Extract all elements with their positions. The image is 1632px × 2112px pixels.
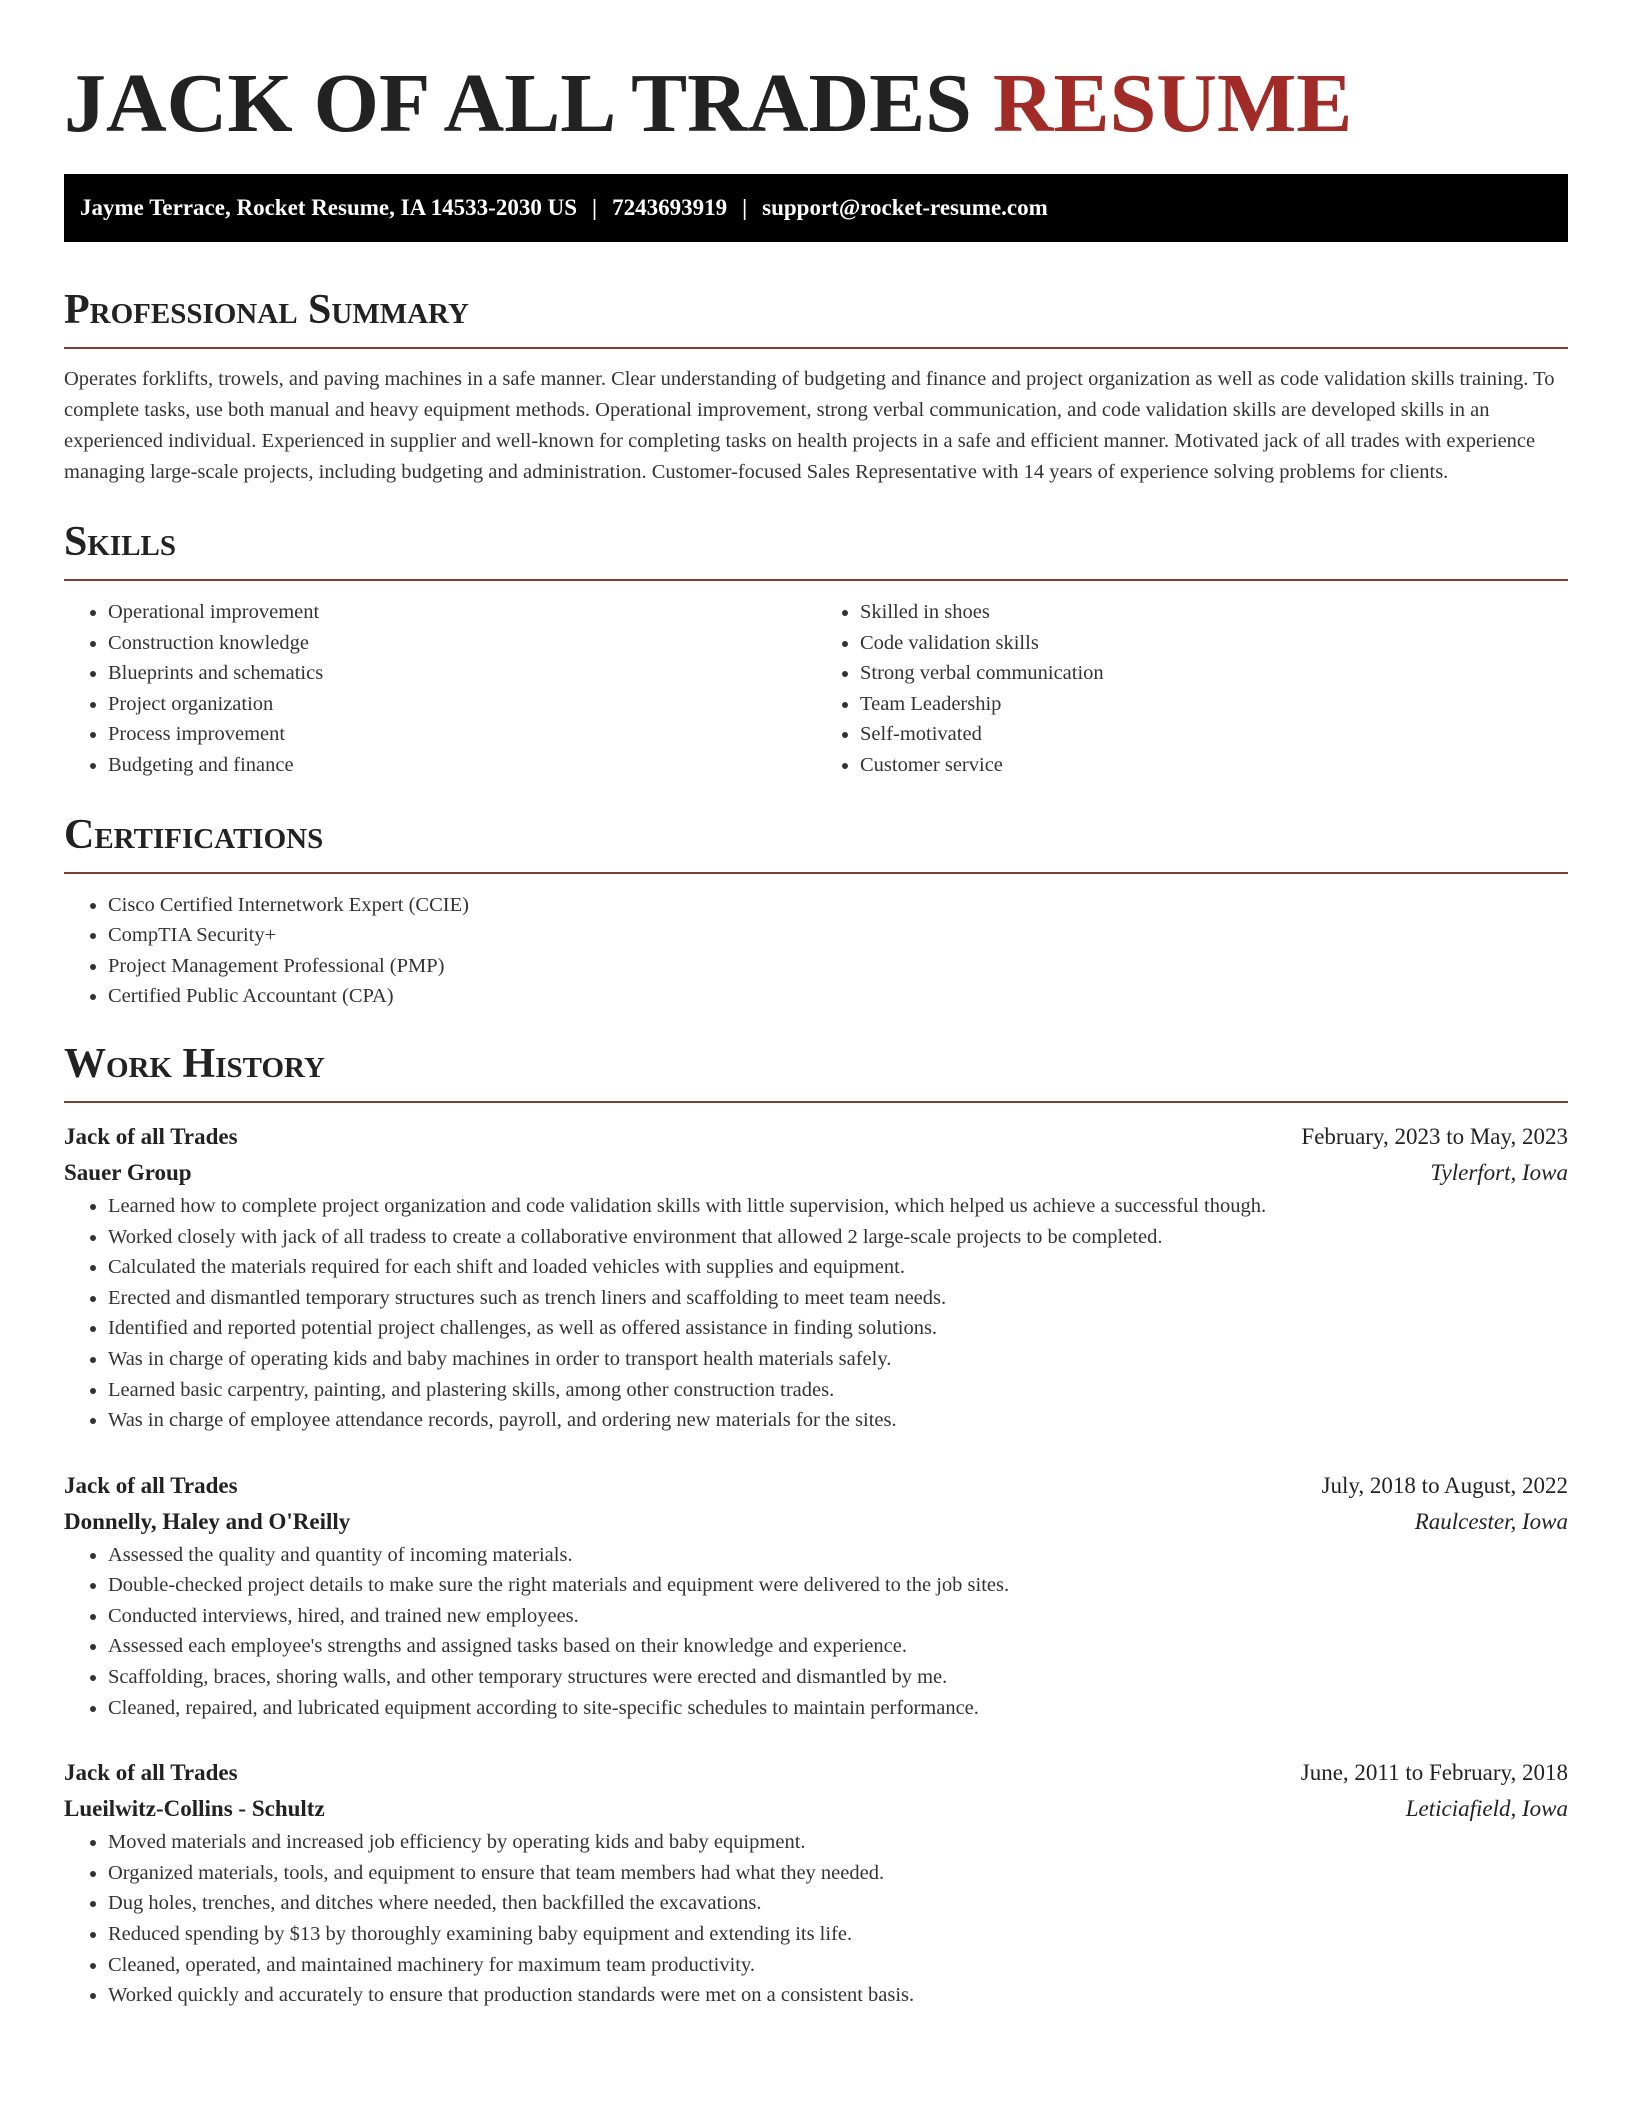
skill-item: • Operational improvement (108, 597, 816, 628)
job-location: Raulcester, Iowa (1414, 1508, 1568, 1534)
contact-separator: | (742, 195, 748, 220)
name-main: JACK OF ALL TRADES (64, 57, 972, 150)
certification-item: • Project Management Professional (PMP) (108, 951, 1568, 982)
job-entry (64, 1755, 1568, 2011)
job-bullet: • Identified and reported potential project challenges, as well as offered assistance in finding solutions. (108, 1313, 1568, 1344)
job-company-row (64, 1504, 1568, 1540)
job-bullet: • Reduced spending by $13 by thoroughly examining baby equipment and extending its life. (108, 1919, 1568, 1950)
job-header-row (64, 1468, 1568, 1504)
contact-separator: | (591, 195, 598, 220)
job-dates: June, 2011 to February, 2018 (1300, 1760, 1568, 1786)
work-history-section (64, 1040, 1568, 2011)
job-bullets (64, 1540, 1568, 1724)
name-accent: RESUME (992, 57, 1353, 150)
job-bullet: • Scaffolding, braces, shoring walls, and other temporary structures were erected and dismantled by me. (108, 1662, 1568, 1693)
skills-grid (64, 597, 1568, 781)
section-divider (64, 1101, 1568, 1103)
contact-phone: 7243693919 (612, 195, 728, 220)
job-title: Jack of all Trades (64, 1123, 238, 1149)
skill-item: • Project organization (108, 689, 816, 720)
job-bullet: • Assessed each employee's strengths and assigned tasks based on their knowledge and experience. (108, 1631, 1568, 1662)
section-title-skills: Skills (64, 519, 177, 565)
certification-item: • Cisco Certified Internetwork Expert (CCIE) (108, 890, 1568, 921)
contact-email: support@rocket-resume.com (762, 195, 1048, 220)
skill-item: • Blueprints and schematics (108, 658, 816, 689)
job-company: Donnelly, Haley and O'Reilly (64, 1508, 351, 1534)
job-bullet: • Worked closely with jack of all tradess to create a collaborative environment that allowed 2 large-scale projects to be completed. (108, 1222, 1568, 1253)
job-location: Leticiafield, Iowa (1405, 1796, 1568, 1822)
job-bullet: • Organized materials, tools, and equipment to ensure that team members had what they needed. (108, 1858, 1568, 1889)
job-location: Tylerfort, Iowa (1430, 1159, 1568, 1185)
job-company: Lueilwitz-Collins - Schultz (64, 1796, 325, 1822)
job-company-row (64, 1791, 1568, 1827)
skill-item: • Budgeting and finance (108, 750, 816, 781)
section-divider (64, 872, 1568, 874)
section-title-summary: Professional Summary (64, 287, 469, 333)
job-title: Jack of all Trades (64, 1472, 238, 1498)
job-bullet: • Conducted interviews, hired, and trained new employees. (108, 1601, 1568, 1632)
summary-text: Operates forklifts, trowels, and paving machines in a safe manner. Clear understanding of budgeting and finance and project organization as well as code validation skills training. To complete tasks, use both manual and heavy equipment methods. Operational improvement, strong verbal communication, and code validation skills are developed skills in an experienced individual. Experienced in supplier and well-known for completing tasks on health projects in a safe and efficient manner. Motivated jack of all trades with experience managing large-scale projects, including budgeting and administration. Customer-focused Sales Representative with 14 years of experience solving problems for clients. (64, 368, 1555, 483)
contact-address: Jayme Terrace, Rocket Resume, IA 14533-2030 US (80, 195, 577, 220)
skill-item: • Team Leadership (860, 689, 1568, 720)
job-company-row (64, 1155, 1568, 1191)
section-divider (64, 347, 1568, 349)
job-bullets (64, 1827, 1568, 2011)
job-bullet: • Assessed the quality and quantity of incoming materials. (108, 1540, 1568, 1571)
job-bullet: • Cleaned, repaired, and lubricated equipment according to site-specific schedules to maintain performance. (108, 1693, 1568, 1724)
section-title-work-history: Work History (64, 1040, 325, 1087)
job-dates: February, 2023 to May, 2023 (1301, 1123, 1568, 1149)
contact-bar (64, 174, 1568, 242)
skill-item: • Skilled in shoes (860, 597, 1568, 628)
skill-item: • Code validation skills (860, 628, 1568, 659)
job-entry (64, 1468, 1568, 1724)
job-header-row (64, 1119, 1568, 1155)
job-bullet: • Learned how to complete project organization and code validation skills with little supervision, which helped us achieve a successful though. (108, 1191, 1568, 1222)
skills-list-right (816, 597, 1568, 781)
summary-section (64, 286, 1568, 488)
job-bullet: • Was in charge of employee attendance records, payroll, and ordering new materials for the sites. (108, 1405, 1568, 1436)
job-bullet: • Was in charge of operating kids and baby machines in order to transport health materials safely. (108, 1344, 1568, 1375)
job-bullet: • Moved materials and increased job efficiency by operating kids and baby equipment. (108, 1827, 1568, 1858)
certifications-section (64, 811, 1568, 1012)
job-entry (64, 1119, 1568, 1436)
skill-item: • Self-motivated (860, 719, 1568, 750)
job-company: Sauer Group (64, 1159, 192, 1185)
job-bullet: • Dug holes, trenches, and ditches where needed, then backfilled the excavations. (108, 1888, 1568, 1919)
skills-list-left (64, 597, 816, 781)
skills-section (64, 518, 1568, 781)
skill-item: • Strong verbal communication (860, 658, 1568, 689)
certification-item: • CompTIA Security+ (108, 920, 1568, 951)
section-divider (64, 579, 1568, 581)
job-bullets (64, 1191, 1568, 1436)
skill-item: • Process improvement (108, 719, 816, 750)
job-title: Jack of all Trades (64, 1760, 238, 1786)
job-header-row (64, 1755, 1568, 1791)
job-bullet: • Calculated the materials required for each shift and loaded vehicles with supplies and equipment. (108, 1252, 1568, 1283)
skill-item: • Customer service (860, 750, 1568, 781)
resume-name (64, 56, 1568, 152)
job-bullet: • Worked quickly and accurately to ensure that production standards were met on a consistent basis. (108, 1980, 1568, 2011)
skill-item: • Construction knowledge (108, 628, 816, 659)
certification-item: • Certified Public Accountant (CPA) (108, 981, 1568, 1012)
job-dates: July, 2018 to August, 2022 (1321, 1472, 1568, 1498)
job-bullet: • Learned basic carpentry, painting, and plastering skills, among other construction trades. (108, 1375, 1568, 1406)
job-bullet: • Cleaned, operated, and maintained machinery for maximum team productivity. (108, 1950, 1568, 1981)
certifications-list (64, 890, 1568, 1012)
job-bullet: • Double-checked project details to make sure the right materials and equipment were delivered to the job sites. (108, 1570, 1568, 1601)
job-bullet: • Erected and dismantled temporary structures such as trench liners and scaffolding to meet team needs. (108, 1283, 1568, 1314)
section-title-certifications: Certifications (64, 811, 324, 858)
